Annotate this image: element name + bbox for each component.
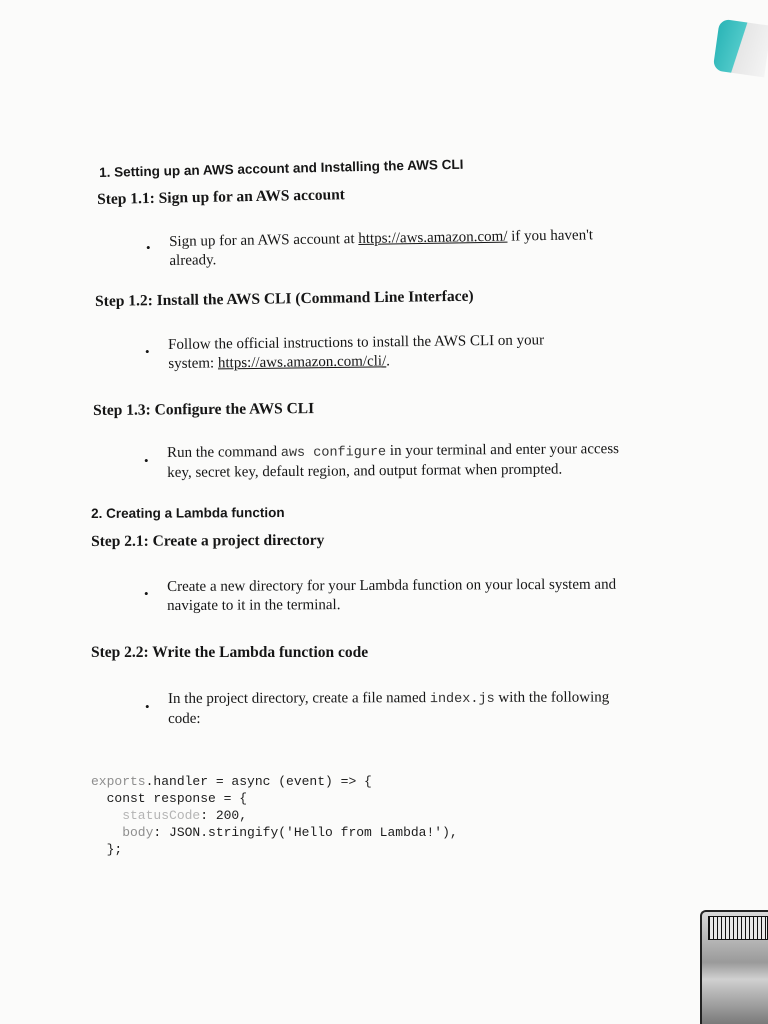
step-1-1-text-after: if you haven't [507,227,594,245]
step-2-1-heading: Step 2.1: Create a project directory [91,531,325,550]
step-2-2-text-after: with the following [494,689,610,706]
step-2-1-line1: Create a new directory for your Lambda function on your local system and [167,576,617,595]
step-1-2-heading: Step 1.2: Install the AWS CLI (Command Line Interface) [95,287,474,310]
step-1-1-instruction [169,226,640,271]
step-1-1-text: Sign up for an AWS account at [169,231,359,250]
bullet-symbol: • [144,453,149,468]
step-2-2-text: In the project directory, create a file named [168,690,430,707]
bullet-symbol: • [144,586,149,601]
step-1-1-heading: Step 1.1: Sign up for an AWS account [97,186,346,208]
aws-cli-link[interactable]: https://aws.amazon.com/cli/ [217,353,387,372]
step-1-2-period: . [386,353,391,370]
code-line-2: const response = { [91,791,248,806]
step-1-2-line1: Follow the official instructions to install the AWS CLI on your [168,332,545,353]
aws-configure-command: aws configure [280,445,387,462]
index-js-filename: index.js [429,691,495,708]
step-1-3-text: Run the command [167,444,281,461]
ruler-scale [708,916,768,940]
aws-signup-link[interactable]: https://aws.amazon.com/ [358,228,508,248]
step-1-2-instruction [168,330,628,374]
code-line-4: body: JSON.stringify('Hello from Lambda!'), [91,825,458,840]
step-1-3-text-after: in your terminal and enter your access [386,441,620,460]
step-1-1-line2: already. [169,252,217,269]
tape-strip [713,19,768,78]
lambda-code-block [91,756,611,892]
step-2-2-line2: code: [168,710,201,727]
bullet-symbol: • [145,344,150,359]
step-2-1-line2: navigate to it in the terminal. [167,597,341,614]
step-1-3-heading: Step 1.3: Configure the AWS CLI [93,400,315,419]
step-1-3-line2: key, secret key, default region, and output format when prompted. [167,461,563,481]
ruler-clip [700,910,768,1024]
step-1-3-instruction [167,439,687,483]
code-line-1: exports.handler = async (event) => { [91,774,372,789]
step-2-1-instruction [167,575,697,616]
step-2-2-instruction [168,688,678,729]
bullet-symbol: • [146,240,151,255]
section-2-heading: 2. Creating a Lambda function [91,504,285,521]
code-line-5: }; [91,842,123,857]
section-1-heading: 1. Setting up an AWS account and Installing the AWS CLI [99,156,464,180]
step-1-2-text: system: [168,355,219,372]
code-line-3: statusCode: 200, [91,808,248,823]
bullet-symbol: • [145,699,150,714]
step-2-2-heading: Step 2.2: Write the Lambda function code [91,644,369,661]
